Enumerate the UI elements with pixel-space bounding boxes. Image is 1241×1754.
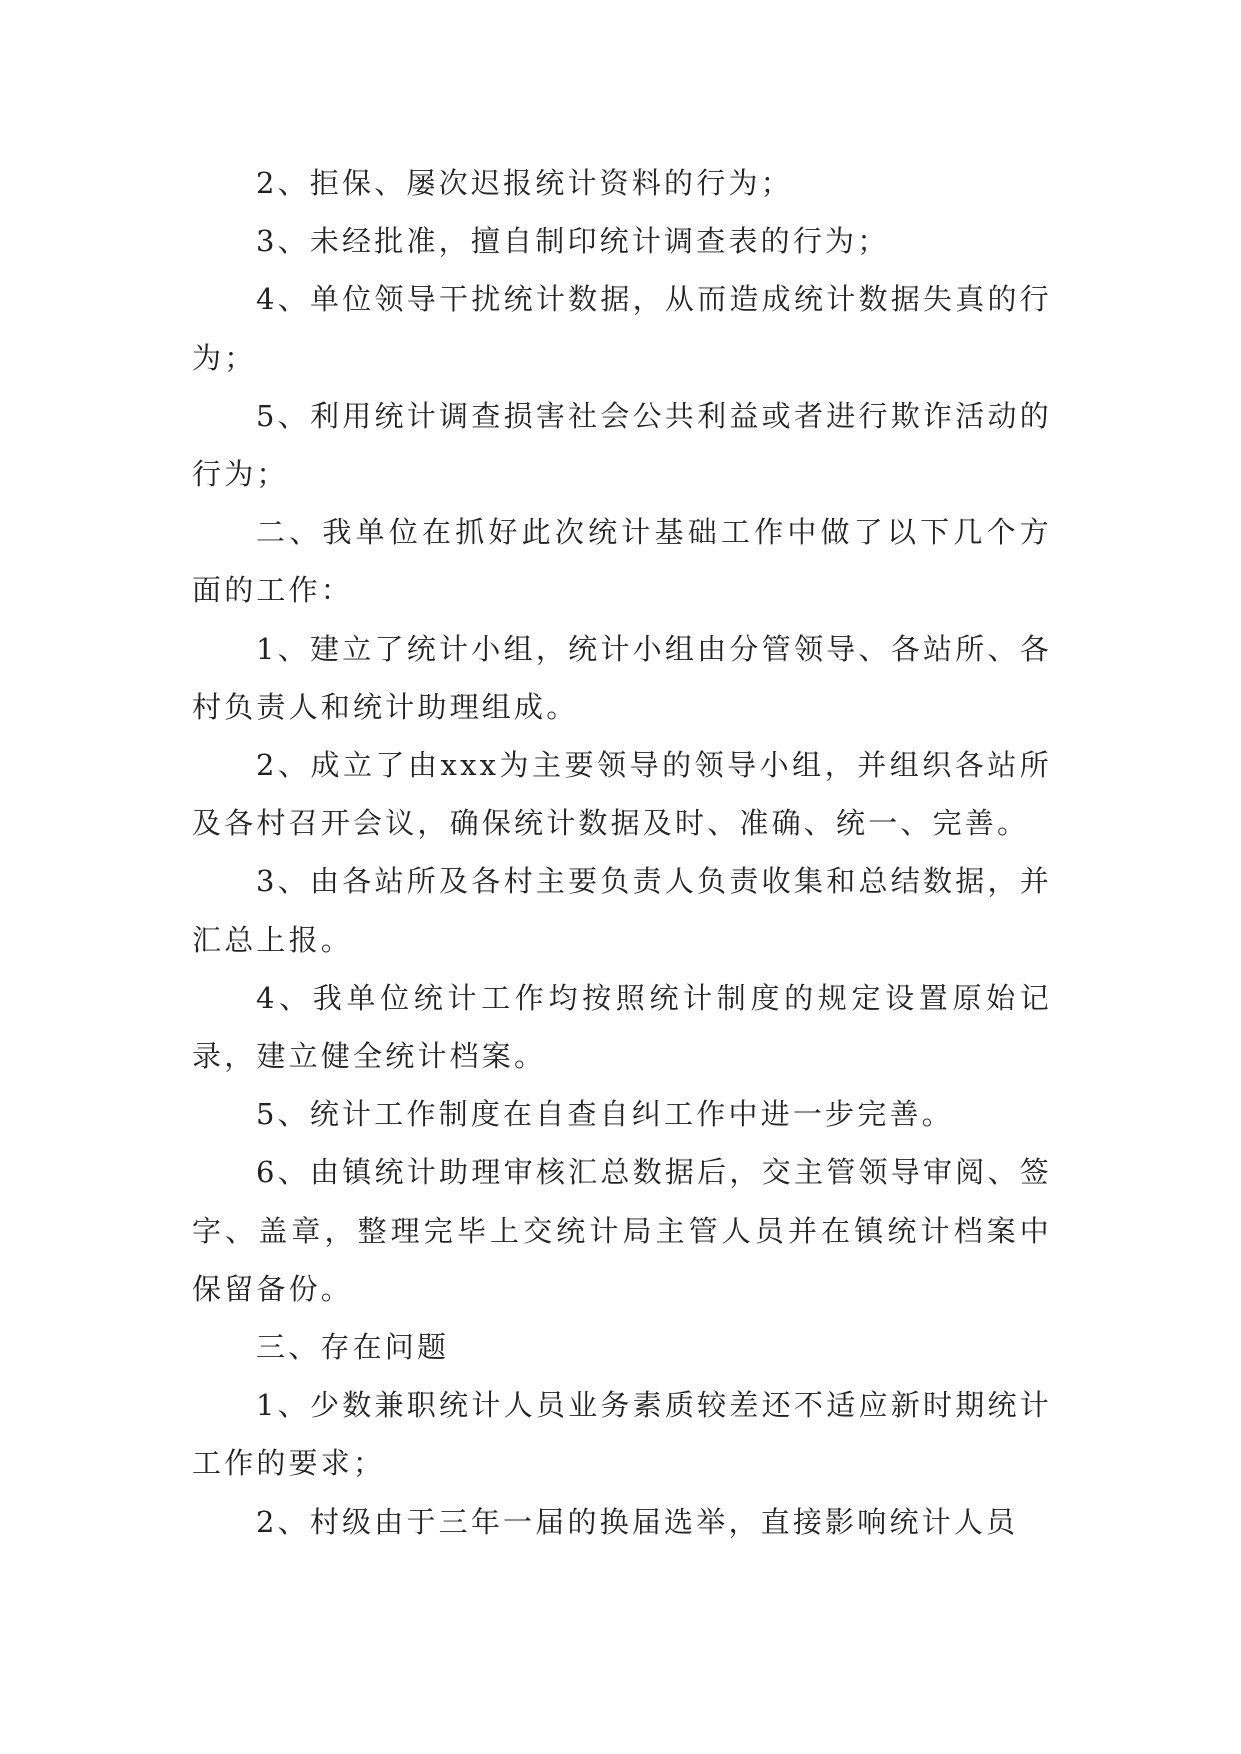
- paragraph-item-2-refusal: 2、拒保、屡次迟报统计资料的行为；: [256, 166, 793, 200]
- document-body: [192, 154, 1052, 1551]
- paragraph-work-2: 2、成立了由xxx为主要领导的领导小组，并组织各站所及各村召开会议，确保统计数据及时、准确、统一、完善。: [192, 748, 1052, 841]
- paragraph-item-5-fraud: 5、利用统计调查损害社会公共利益或者进行欺诈活动的行为；: [192, 398, 1052, 492]
- section-heading-three: 三、存在问题: [256, 1330, 450, 1365]
- paragraph-work-1: 1、建立了统计小组，统计小组由分管领导、各站所、各村负责人和统计助理组成。: [192, 631, 1052, 724]
- paragraph-work-4: 4、我单位统计工作均按照统计制度的规定设置原始记录，建立健全统计档案。: [192, 980, 1052, 1074]
- paragraph-work-3: 3、由各站所及各村主要负责人负责收集和总结数据，并汇总上报。: [192, 864, 1052, 957]
- paragraph-item-3-unapproved-forms: 3、未经批准，擅自制印统计调查表的行为；: [256, 224, 890, 259]
- paragraph-problem-2: 2、村级由于三年一届的换届选举，直接影响统计人员: [256, 1504, 1019, 1539]
- section-heading-two: 二、我单位在抓好此次统计基础工作中做了以下几个方面的工作：: [192, 515, 1052, 608]
- paragraph-item-4-leadership-interference: 4、单位领导干扰统计数据，从而造成统计数据失真的行为；: [192, 282, 1052, 375]
- paragraph-work-5: 5、统计工作制度在自查自纠工作中进一步完善。: [256, 1097, 954, 1132]
- paragraph-problem-1: 1、少数兼职统计人员业务素质较差还不适应新时期统计工作的要求；: [192, 1388, 1052, 1481]
- paragraph-work-6: 6、由镇统计助理审核汇总数据后，交主管领导审阅、签字、盖章，整理完毕上交统计局主管人员并在镇统计档案中保留备份。: [192, 1155, 1052, 1306]
